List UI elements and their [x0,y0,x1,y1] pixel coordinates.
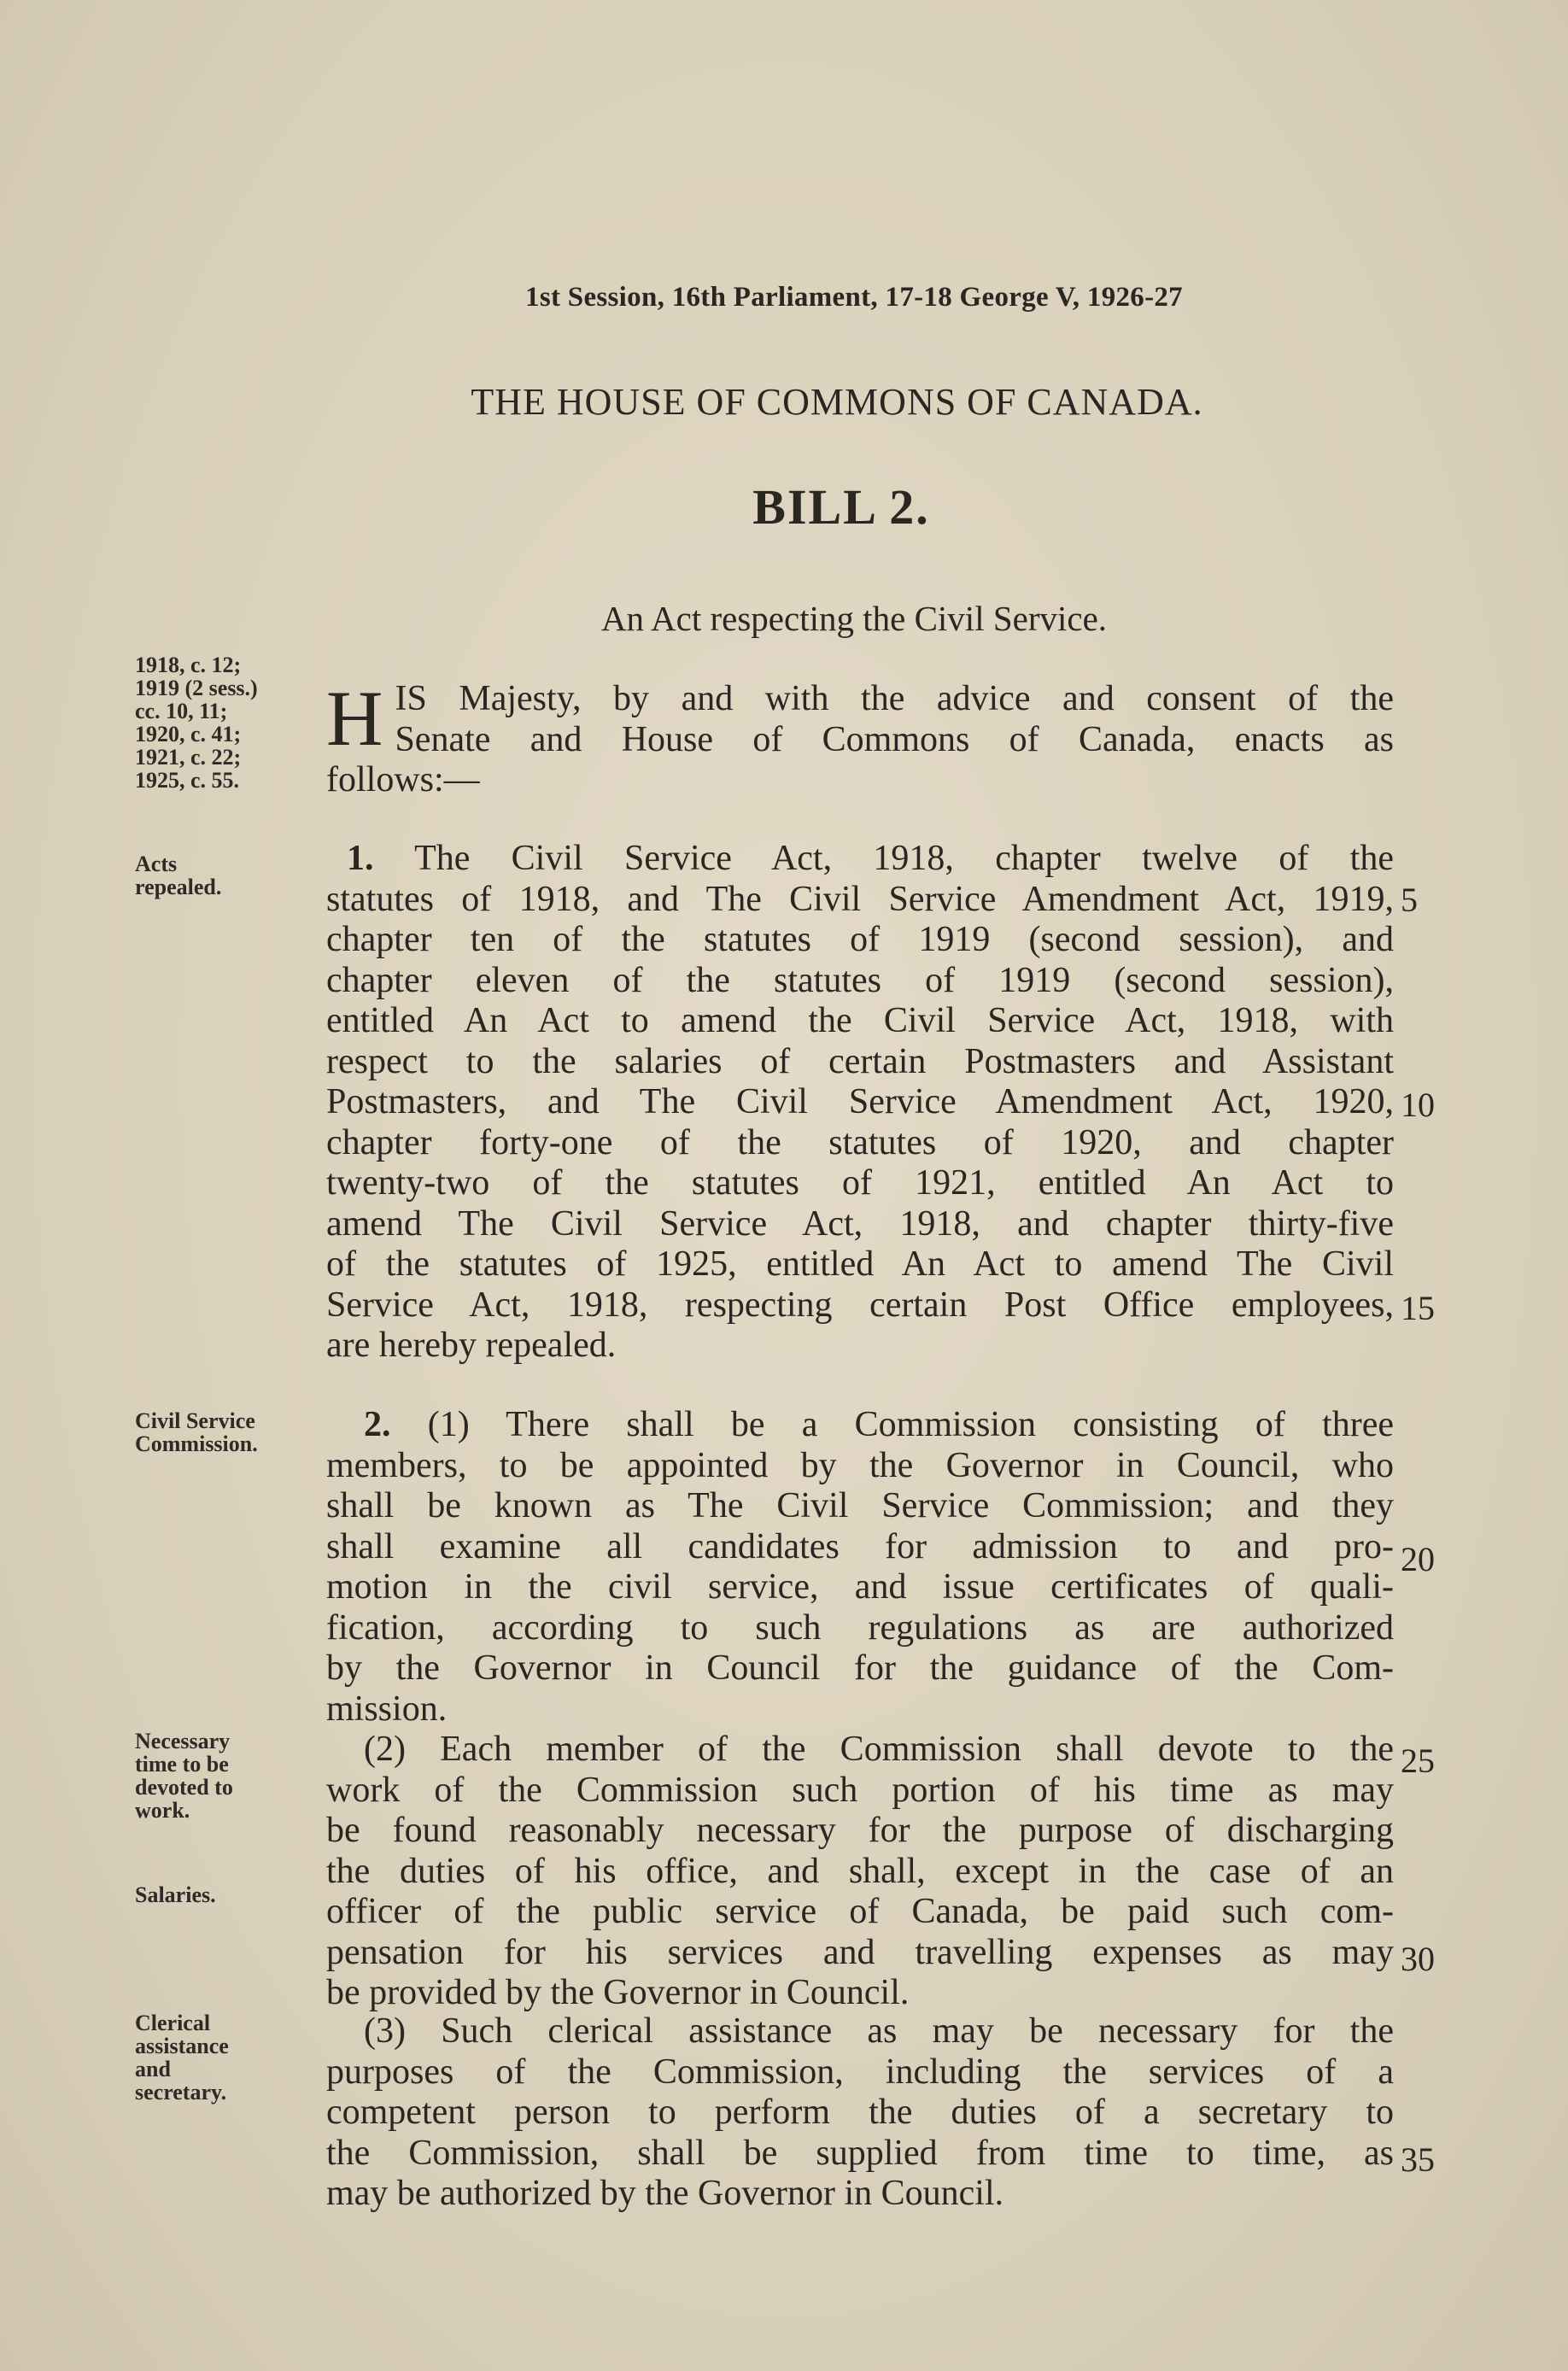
margin-note-salaries: Salaries. [135,1882,216,1907]
line-number: 20 [1401,1540,1435,1578]
house-heading: THE HOUSE OF COMMONS OF CANADA. [471,381,1203,423]
margin-note-acts-repealed: Acts repealed. [135,852,222,899]
session-heading: 1st Session, 16th Parliament, 17-18 George V, 1926-27 [525,282,1183,313]
section-2-first-line: 2. (1) There shall be a Commission consisting of three [364,1405,1394,1444]
line-number: 35 [1401,2140,1435,2179]
margin-note-necessary-time: Necessary time to be devoted to work. [135,1729,233,1823]
margin-note-citations: 1918, c. 12; 1919 (2 sess.) cc. 10, 11; 1920, c. 41; 1921, c. 22; 1925, c. 55. [135,653,258,793]
margin-note-civil-service-commission: Civil Service Commission. [135,1408,258,1456]
line-number: 5 [1401,881,1418,919]
line-number: 10 [1401,1086,1435,1124]
section-2-subsection-1: 2. (1) There shall be a Commission consisting of three members, to be appointed by the Governor in Council, who shall be known as The Civil Service Commission; and they shall examine all candidates for admission to and pro- motion in the civil service, and issue certificates of quali- fication, according to such regulations as are authorized by the Governor in Council for the guidance of the Com- mission. [326,1405,1394,1729]
section-number: 2. [364,1405,391,1444]
act-title: An Act respecting the Civil Service. [600,599,1108,638]
section-number: 1. [347,839,374,878]
section-2-subsection-2: (2) Each member of the Commission shall devote to the work of the Commission such portion of his time as may be found reasonably necessary for the purpose of discharging the duties of his office, and shall, except in the case of an officer of the public service of Canada, be paid such com- pensation for his services and travelling expenses as may be provided by the Governor in Council. [326,1730,1394,2012]
line-number: 25 [1401,1742,1435,1780]
bill-title: BILL 2. [752,479,930,535]
line-number: 15 [1401,1289,1435,1327]
margin-note-clerical: Clerical assistance and secretary. [135,2011,229,2105]
preamble: H IS Majesty, by and with the advice and consent of the Senate and House of Commons of Canada, enacts as follows:— [326,675,1394,799]
dropcap: H [326,675,383,762]
line-number: 30 [1401,1940,1435,1978]
section-1-first-line: 1. The Civil Service Act, 1918, chapter twelve of the [347,839,1394,878]
section-1: 1. The Civil Service Act, 1918, chapter twelve of the statutes of 1918, and The Civil Service Amendment Act, 1919, chapter ten of the statutes of 1919 (second session), and chapter eleven of the statutes of 1919 (second session), entitled An Act to amend the Civil Service Act, 1918, with respect to the salaries of certain Postmasters and Assistant Postmasters, and The Civil Service Amendment Act, 1920, chapter forty-one of the statutes of 1920, and chapter twenty-two of the statutes of 1921, entitled An Act to amend The Civil Service Act, 1918, and chapter thirty-five of the statutes of 1925, entitled An Act to amend The Civil Service Act, 1918, respecting certain Post Office employees, are hereby repealed. [326,839,1394,1365]
section-2-subsection-3: (3) Such clerical assistance as may be necessary for the purposes of the Commission, including the services of a competent person to perform the duties of a secretary to the Commission, shall be supplied from time to time, as may be authorized by the Governor in Council. [326,2011,1394,2213]
